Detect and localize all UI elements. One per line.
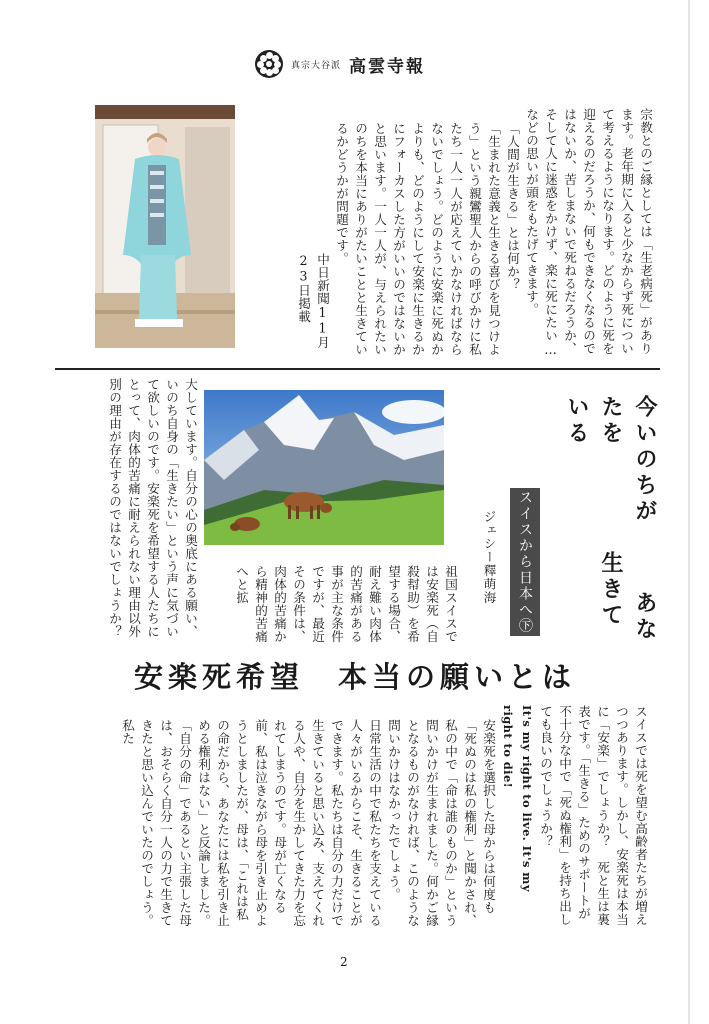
feature-column-left: 大しています。自分の心の奥底にある願い、いのち自身の「生きたい」という声に気づいて欲しいのです。安楽死を希望する人たちにとって、肉体的苦痛に耐えられない理由以外別の理由が存在するのではないでしょうか？ bbox=[107, 378, 198, 638]
bottom-paragraph-3: 日常生活の中で私たちを支えている人々がいるからこそ、生きることができます。私たちは自分の力だけで生きていると思い込み、支えてくれる人や、自分を生かしてきた力を忘れてしまうのです。母が亡くなる前、私は泣きながら母を引き止めようとしましたが、母は、「これは私の命だから、あなたには私を引き止める権利はない」と反論しました。「自分の命」であるとい主張した母は、おそらく自分一人の力で生きてきたと思い込んでいたのでしょう。私た bbox=[120, 719, 382, 927]
bottom-article bbox=[80, 705, 650, 930]
english-quote: It's my right to live. It's my right to die! bbox=[501, 705, 534, 892]
feature-column-right: 祖国スイスでは安楽死（自殺幇助）を希望する場合、耐え難い肉体的苦痛がある事が主な条件ですが、最近その条件は、肉体的苦痛から精神的苦痛へと拡 bbox=[234, 565, 458, 643]
bottom-paragraph-2: 安楽死を選択した母からは何度も「死ぬのは私の権利」と聞かされ、私の中で「命は誰のものか」という問いかけが生まれました。何かご縁となるものがなければ、このような問いかけはなかったでしょう。 bbox=[386, 719, 496, 927]
top-article bbox=[250, 108, 655, 358]
page-edge bbox=[688, 0, 690, 1024]
feature-title-line-1: 今いのちが bbox=[632, 395, 658, 525]
top-paragraph-3: 「生まれた意義と生きる喜びを見つけよう」という親鸞聖人からの呼びかけに私たち一人一人が応えていかなければならないでしょう。どのように安楽に死ぬかよりも、どのようにして安楽に生きるかにフォーカスした方がいいのではないかと思います。一人一人が、与えられたいのちを本当にありがたいことと生きているかどうかが問題です。 bbox=[334, 122, 501, 356]
bottom-paragraph-1: スイスでは死を望む高齢者たちが増えつつあります。しかし、安楽死は本当に「安楽」でしょうか？ 死と生は裏表です。「生きる」ためのサポートが不十分な中で「死ぬ権利」を持ち出しても良いのでしょうか？ bbox=[538, 705, 648, 926]
newspaper-source: 中日新聞11月23日掲載 bbox=[296, 253, 330, 349]
feature-title-line-2: あなたを bbox=[598, 395, 658, 643]
newsletter-header bbox=[255, 46, 455, 82]
temple-crest-icon bbox=[255, 50, 283, 78]
feature-title-line-3: 生きている bbox=[564, 395, 624, 629]
alps-cow-photo bbox=[204, 390, 444, 545]
top-paragraph-1: 宗教とのご縁としては「生老病死」があります。老年期に入ると少なからず死について考えるようになります。どのように死を迎えるのだろうか、何もできなくなるのではないか、苦しまないで死ねるだろうか、そして人に迷惑をかけず、楽に死にたい…などの思いが頭をもたげてきます。 bbox=[524, 108, 653, 358]
page-number: 2 bbox=[340, 955, 348, 969]
sect-name: 真宗大谷派 bbox=[291, 60, 342, 71]
section-divider bbox=[55, 368, 660, 370]
headline: 安楽死希望 本当の願いとは bbox=[133, 660, 576, 694]
newsletter-title: 高雲寺報 bbox=[349, 56, 426, 77]
speaker-photo bbox=[95, 105, 235, 348]
series-label: スイスから日本へ㊦ bbox=[510, 488, 540, 636]
top-paragraph-2: 「人間が生きる」とは何か？ bbox=[505, 122, 520, 291]
author-name: ジェシー釋萌海 bbox=[482, 510, 497, 605]
feature-title bbox=[560, 395, 662, 645]
